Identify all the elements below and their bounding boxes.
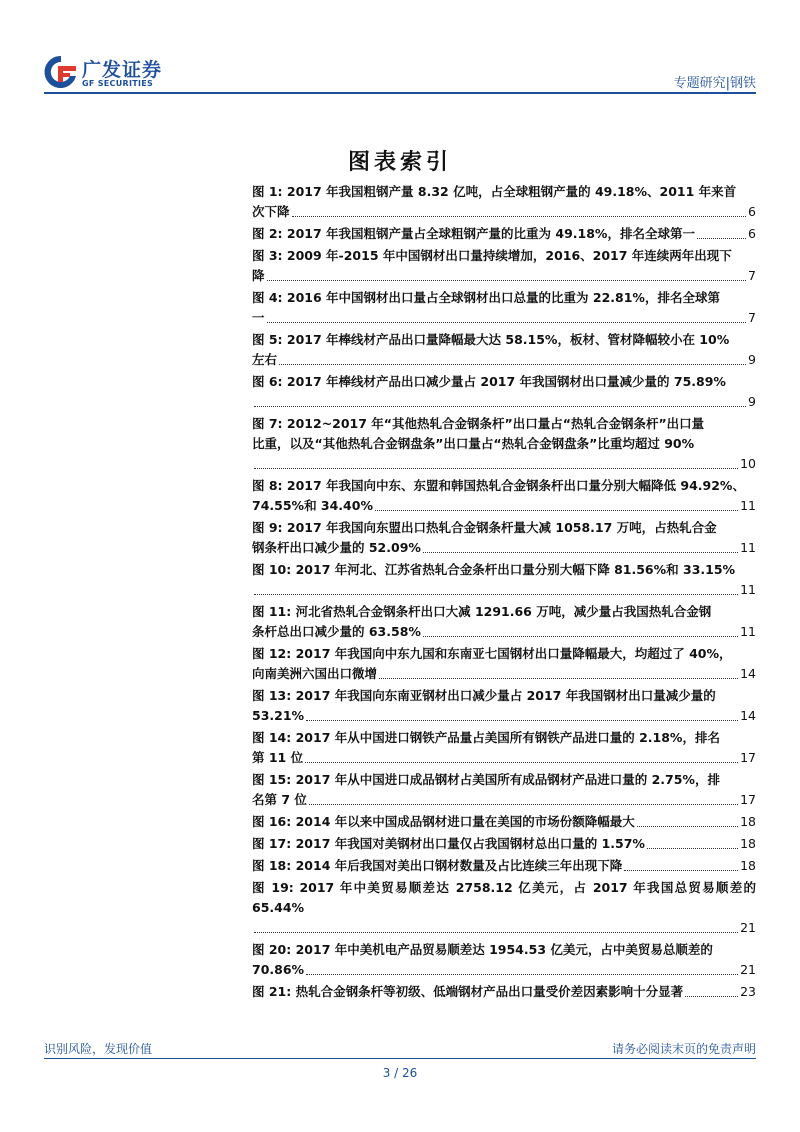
toc-entry[interactable] [252,414,756,474]
toc-leader-row [252,982,756,1002]
page-number: 3 / 26 [382,1066,418,1080]
toc-page-number: 14 [740,666,756,681]
toc-page-number: 14 [740,708,756,723]
toc-page-number: 7 [748,310,756,325]
footer-disclaimer: 请务必阅读末页的免责声明 [611,1042,756,1056]
toc-entry-text: 图 7: 2012~2017 年“其他热轧合金钢条杆”出口量占“热轧合金钢条杆”出口量 [252,416,705,431]
toc-entry-tail: 降 [252,268,265,283]
toc-leader-row [252,706,756,726]
toc-page-number: 11 [740,498,756,513]
toc-entry-text: 图 10: 2017 年河北、江苏省热轧合金条杆出口量分别大幅下降 81.56%和 33.15% [252,562,736,577]
toc-leader-row [252,790,756,810]
toc-entry[interactable] [252,856,756,876]
toc-page-number: 7 [748,268,756,283]
toc-dot-leader [292,216,747,217]
toc-dot-leader [267,280,747,281]
brand-name-en: GF SECURITIES [82,79,154,88]
toc-dot-leader [624,870,738,871]
toc-entry[interactable] [252,372,756,412]
toc-page-number: 6 [748,226,756,241]
toc-entry-text: 图 20: 2017 年中美机电产品贸易顺差达 1954.53 亿美元，占中美贸易总顺差的 [252,942,713,957]
brand-name-cn: 广发证券 [82,59,163,81]
toc-entry[interactable] [252,982,756,1002]
toc-leader-row [252,622,756,642]
toc-leader-row [252,834,756,854]
toc-leader-row [252,224,756,244]
toc-leader-row [252,454,756,474]
toc-leader-row [252,664,756,684]
toc-page-number: 17 [740,792,756,807]
toc-page-number: 6 [748,204,756,219]
page-title: 图表索引 [347,149,452,175]
toc-dot-leader [254,468,738,469]
toc-entry-tail: 名第 7 位 [252,792,307,807]
header-divider [44,92,756,94]
toc-entry[interactable] [252,686,756,726]
toc-entry-text: 图 1: 2017 年我国粗钢产量 8.32 亿吨，占全球粗钢产量的 49.18%、2011 年来首 [252,184,737,199]
toc-dot-leader [685,996,738,997]
toc-leader-row [252,580,756,600]
toc-page-number: 17 [740,750,756,765]
toc-dot-leader [375,510,738,511]
toc-entry[interactable] [252,518,756,558]
toc-entry[interactable] [252,728,756,768]
toc-leader-row [252,308,756,328]
gf-logo-icon [44,54,78,90]
toc-dot-leader [309,804,738,805]
toc-page-number: 11 [740,624,756,639]
toc-leader-row [252,266,756,286]
toc-entry[interactable] [252,560,756,600]
toc-entry[interactable] [252,182,756,222]
toc-leader-row [252,350,756,370]
toc-entry-text: 图 15: 2017 年从中国进口成品钢材占美国所有成品钢材产品进口量的 2.75%，排 [252,772,720,787]
toc-entry-text: 图 5: 2017 年棒线材产品出口量降幅最大达 58.15%，板材、管材降幅较小在 10% [252,332,730,347]
toc-entry-tail: 图 2: 2017 年我国粗钢产量占全球粗钢产量的比重为 49.18%，排名全球第一 [252,226,695,241]
toc-entry-text: 图 6: 2017 年棒线材产品出口减少量占 2017 年我国钢材出口量减少量的 75.89% [252,374,726,389]
toc-entry[interactable] [252,644,756,684]
toc-entry[interactable] [252,812,756,832]
toc-entry-tail: 图 17: 2017 年我国对美钢材出口量仅占我国钢材总出口量的 1.57% [252,836,645,851]
toc-dot-leader [279,364,746,365]
toc-entry[interactable] [252,602,756,642]
toc-dot-leader [267,322,747,323]
toc-entry-text: 图 12: 2017 年我国向中东九国和东南亚七国钢材出口量降幅最大，均超过了 40%， [252,646,732,661]
toc-entry-text: 图 3: 2009 年-2015 年中国钢材出口量持续增加，2016、2017 年连续两年出现下 [252,248,732,263]
toc-entry-tail: 图 18: 2014 年后我国对美出口钢材数量及占比连续三年出现下降 [252,858,623,873]
toc-page-number: 9 [748,394,756,409]
toc-entry-tail: 图 21: 热轧合金钢条杆等初级、低端钢材产品出口量受价差因素影响十分显著 [252,984,684,999]
toc-dot-leader [379,678,738,679]
toc-entry-tail: 左右 [252,352,278,367]
toc-page-number: 11 [740,540,756,555]
toc-page-number: 18 [740,858,756,873]
section-label: 专题研究|钢铁 [673,76,756,91]
toc-entry-tail: 向南美洲六国出口微增 [252,666,378,681]
toc-entry[interactable] [252,476,756,516]
toc-entry-text: 图 19: 2017 年中美贸易顺差达 2758.12 亿美元，占 2017 年我国总贸易顺差的 65.44% [252,880,756,915]
toc-dot-leader [306,974,738,975]
toc-entry[interactable] [252,770,756,810]
toc-entry[interactable] [252,224,756,244]
toc-page-number: 11 [740,582,756,597]
toc-dot-leader [637,826,738,827]
toc-entry-text: 图 14: 2017 年从中国进口钢铁产品量占美国所有钢铁产品进口量的 2.18%，排名 [252,730,720,745]
toc-entry-tail: 次下降 [252,204,290,219]
toc-leader-row [252,748,756,768]
toc-page-number: 21 [740,962,756,977]
toc-leader-row [252,812,756,832]
toc-page-number: 9 [748,352,756,367]
toc-dot-leader [423,636,738,637]
toc-entry-tail: 70.86% [252,962,305,977]
toc-entry[interactable] [252,246,756,286]
toc-entry[interactable] [252,834,756,854]
toc-leader-row [252,202,756,222]
toc-page-number: 21 [740,920,756,935]
toc-entry-tail: 一 [252,310,265,325]
footer-divider [44,1058,756,1059]
toc-leader-row [252,856,756,876]
toc-entry-tail: 条杆总出口减少量的 63.58% [252,624,421,639]
toc-entry-text: 比重，以及“其他热轧合金钢盘条”出口量占“热轧合金钢盘条”比重均超过 90% [252,436,695,451]
toc-page-number: 10 [740,456,756,471]
toc-dot-leader [254,406,746,407]
toc-entry-tail: 53.21% [252,708,305,723]
toc-dot-leader [254,594,738,595]
toc-page-number: 18 [740,814,756,829]
toc-entry-text: 图 8: 2017 年我国向中东、东盟和韩国热轧合金钢条杆出口量分别大幅降低 94.92%、 [252,478,745,493]
toc-leader-row [252,918,756,938]
toc-entry-text: 图 4: 2016 年中国钢材出口量占全球钢材出口总量的比重为 22.81%，排名全球第 [252,290,720,305]
toc-page-number: 23 [740,984,756,999]
toc-entry-text: 图 9: 2017 年我国向东盟出口热轧合金钢条杆量大减 1058.17 万吨，占热轧合金 [252,520,717,535]
toc-entry-text: 图 13: 2017 年我国向东南亚钢材出口减少量占 2017 年我国钢材出口量减少量的 [252,688,716,703]
toc-entry-text: 图 11: 河北省热轧合金钢条杆出口大减 1291.66 万吨，减少量占我国热轧合金钢 [252,604,712,619]
toc-leader-row [252,496,756,516]
figure-index [252,182,756,1004]
footer-slogan: 识别风险，发现价值 [44,1042,153,1056]
brand-logo [44,54,194,94]
toc-dot-leader [423,552,738,553]
toc-entry[interactable] [252,288,756,328]
toc-dot-leader [697,238,746,239]
toc-page-number: 18 [740,836,756,851]
toc-entry[interactable] [252,330,756,370]
toc-entry-tail: 钢条杆出口减少量的 52.09% [252,540,421,555]
toc-dot-leader [647,848,738,849]
toc-entry[interactable] [252,878,756,938]
page-header [0,0,800,100]
toc-entry-tail: 第 11 位 [252,750,304,765]
toc-dot-leader [305,762,738,763]
toc-leader-row [252,538,756,558]
toc-entry-tail: 图 16: 2014 年以来中国成品钢材进口量在美国的市场份额降幅最大 [252,814,635,829]
toc-dot-leader [254,932,738,933]
toc-leader-row [252,960,756,980]
toc-entry[interactable] [252,940,756,980]
toc-leader-row [252,392,756,412]
toc-dot-leader [306,720,738,721]
toc-entry-tail: 74.55%和 34.40% [252,498,373,513]
